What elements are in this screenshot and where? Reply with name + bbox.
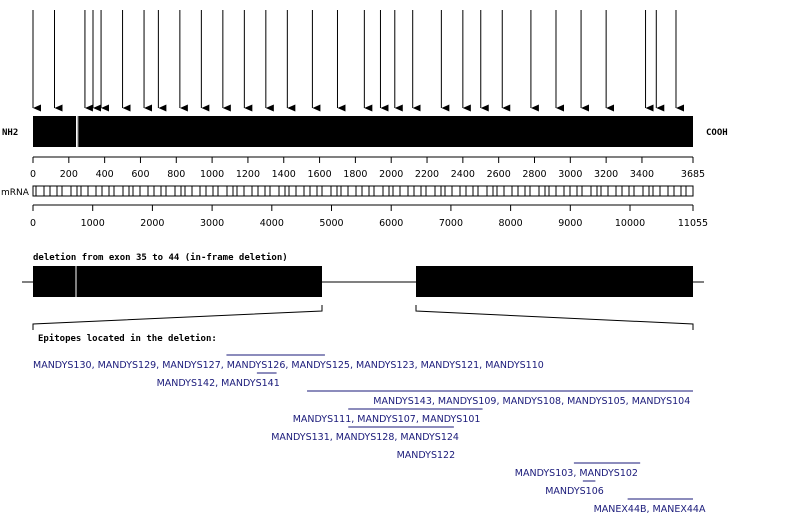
protein-axis-tick-label: 2400 bbox=[450, 169, 475, 180]
mrna-axis-tick-label: 5000 bbox=[319, 218, 344, 229]
mrna-axis-tick-label: 0 bbox=[29, 218, 37, 229]
protein-axis-tick-label: 2600 bbox=[486, 169, 511, 180]
mrna-axis-tick-label: 4000 bbox=[259, 218, 284, 229]
epitope-row-text: MANDYS122 bbox=[396, 450, 456, 461]
mrna-label: mRNA bbox=[1, 188, 29, 198]
deletion-protein-right bbox=[416, 266, 693, 297]
mrna-axis-tick-label: 10000 bbox=[614, 218, 646, 229]
protein-axis bbox=[30, 157, 693, 180]
deletion-title: deletion from exon 35 to 44 (in-frame deletion) bbox=[33, 253, 288, 263]
mrna-axis-tick-label: 6000 bbox=[379, 218, 404, 229]
protein-axis-tick-label: 1600 bbox=[307, 169, 332, 180]
nh2-label: NH2 bbox=[2, 128, 19, 138]
epitope-row-text: MANDYS130, MANDYS129, MANDYS127, MANDYS126, MANDYS125, MANDYS123, MANDYS121, MANDYS110 bbox=[33, 360, 544, 371]
epitope-rows bbox=[33, 355, 706, 513]
epitope-row-text: MANDYS143, MANDYS109, MANDYS108, MANDYS105, MANDYS104 bbox=[373, 396, 691, 407]
protein-axis-tick-label: 3000 bbox=[558, 169, 583, 180]
epitope-row-text: MANDYS142, MANDYS141 bbox=[156, 378, 280, 389]
epitope-row-text: MANDYS106 bbox=[545, 486, 604, 497]
epitope-row-text: MANDYS103, MANDYS102 bbox=[514, 468, 638, 479]
mrna-axis-tick-label: 2000 bbox=[140, 218, 165, 229]
protein-axis-tick-label: 3200 bbox=[594, 169, 619, 180]
epitope-row-text: MANDYS111, MANDYS107, MANDYS101 bbox=[292, 414, 481, 425]
protein-axis-tick-label: 800 bbox=[167, 169, 186, 180]
protein-axis-tick-label: 3400 bbox=[629, 169, 655, 180]
mrna-bar bbox=[33, 186, 693, 196]
mrna-axis-tick-label: 8000 bbox=[498, 218, 523, 229]
zoom-bracket-right bbox=[416, 305, 693, 330]
mrna-axis bbox=[30, 205, 693, 229]
protein-axis-tick-label: 1000 bbox=[200, 169, 225, 180]
zoom-bracket-left bbox=[33, 305, 322, 330]
protein-axis-tick-label: 2000 bbox=[379, 169, 404, 180]
protein-axis-end-label: 3685 bbox=[680, 169, 706, 180]
epitope-row-text: MANEX44B, MANEX44A bbox=[593, 504, 706, 513]
protein-axis-tick-label: 0 bbox=[29, 169, 37, 180]
cooh-label: COOH bbox=[706, 128, 728, 138]
protein-axis-tick-label: 1400 bbox=[271, 169, 296, 180]
epitope-row-text: MANDYS131, MANDYS128, MANDYS124 bbox=[271, 432, 459, 443]
protein-axis-tick-label: 1800 bbox=[343, 169, 368, 180]
epitope-arrows bbox=[33, 10, 676, 108]
mrna-axis-tick-label: 9000 bbox=[558, 218, 583, 229]
epitopes-title: Epitopes located in the deletion: bbox=[38, 334, 217, 344]
protein-axis-tick-label: 200 bbox=[59, 169, 78, 180]
protein-axis-tick-label: 1200 bbox=[235, 169, 261, 180]
mrna-axis-tick-label: 1000 bbox=[80, 218, 105, 229]
protein-axis-tick-label: 400 bbox=[95, 169, 114, 180]
mrna-axis-end-label: 11055 bbox=[677, 218, 709, 229]
protein-axis-tick-label: 2200 bbox=[414, 169, 440, 180]
mrna-axis-tick-label: 3000 bbox=[200, 218, 225, 229]
mrna-axis-tick-label: 7000 bbox=[438, 218, 464, 229]
protein-axis-tick-label: 2800 bbox=[522, 169, 547, 180]
protein-bar bbox=[33, 116, 693, 147]
protein-axis-tick-label: 600 bbox=[131, 169, 150, 180]
